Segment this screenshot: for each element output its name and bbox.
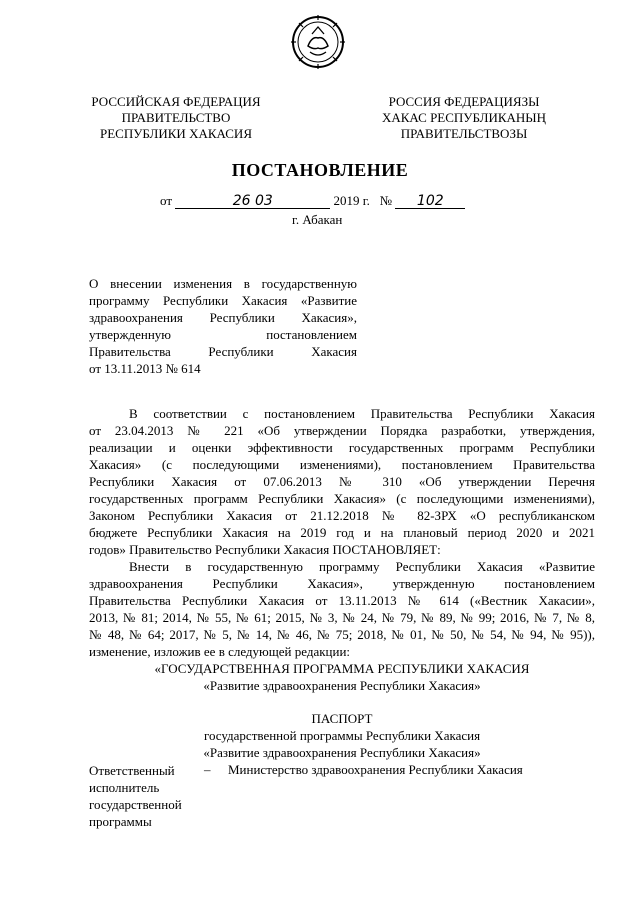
body-line: № 48, № 64; 2017, № 5, № 14, № 46, № 75; 2018, № 01, № 50, № 54, № 94, № 95)), xyxy=(89,627,595,642)
field-label xyxy=(89,762,199,830)
body-line: годов» Правительство Республики Хакасия ПОСТАНОВЛЯЕТ: xyxy=(89,542,441,557)
header-right-line: ПРАВИТЕЛЬСТВОЗЫ xyxy=(400,126,528,141)
passport-line: «Развитие здравоохранения Республики Хакасия» xyxy=(203,745,481,760)
number-sign: № xyxy=(379,193,393,208)
body-line: изменение, изложив ее в следующей редакции: xyxy=(89,644,351,659)
body-line: Внести в государственную программу Республики Хакасия «Развитие xyxy=(129,559,595,574)
body-line: Республики Хакасия от 07.06.2013 № 310 «Об утверждении Перечня xyxy=(89,474,595,489)
field-label-line: Ответственный xyxy=(89,763,175,778)
handwritten-date: 26 03 xyxy=(175,194,330,209)
subject-line: от 13.11.2013 № 614 xyxy=(89,361,201,376)
coat-of-arms-emblem xyxy=(290,14,346,70)
body-line: от 23.04.2013 № 221 «Об утверждении Порядка разработки, утверждения, xyxy=(89,423,595,438)
header-right-line: ХАКАС РЕСПУБЛИКАНЫҢ xyxy=(381,110,547,125)
header-left-line: ПРАВИТЕЛЬСТВО xyxy=(121,110,231,125)
subject-line: О внесении изменения в государственную xyxy=(89,276,357,291)
subject-line: утвержденную постановлением xyxy=(89,327,357,342)
body-line: 2013, № 81; 2014, № 55, № 61; 2015, № 3, № 24, № 79, № 89, № 99; 2016, № 7, № 8, xyxy=(89,610,595,625)
handwritten-number: 102 xyxy=(395,194,465,209)
header-left-block xyxy=(60,94,292,142)
header-left-line: РЕСПУБЛИКИ ХАКАСИЯ xyxy=(99,126,252,141)
body-line: Законом Республики Хакасия от 21.12.2018 № 82-ЗРХ «О республиканском xyxy=(89,508,595,523)
subject-block xyxy=(89,275,357,377)
header-right-line: РОССИЯ ФЕДЕРАЦИЯЗЫ xyxy=(388,94,540,109)
program-subtitle: «Развитие здравоохранения Республики Хакасия» xyxy=(203,678,481,693)
passport-heading: ПАСПОРТ xyxy=(311,711,373,726)
subject-line: здравоохранения Республики Хакасия», xyxy=(89,310,357,325)
body-line: бюджете Республики Хакасия на 2019 год и на плановый период 2020 и 2021 xyxy=(89,525,595,540)
body-line: государственных программ Республики Хакасия» (с последующими изменениями), xyxy=(89,491,595,506)
field-label-line: исполнитель xyxy=(89,780,160,795)
city: г. Абакан xyxy=(292,212,343,227)
subject-line: Правительства Республики Хакасия xyxy=(89,344,357,359)
body-line: здравоохранения Республики Хакасия», утвержденную постановлением xyxy=(89,576,595,591)
field-dash: – xyxy=(204,762,211,777)
header-left-line: РОССИЙСКАЯ ФЕДЕРАЦИЯ xyxy=(91,94,261,109)
header-right-block xyxy=(352,94,576,142)
body-line: Хакасия» (с последующими изменениями), постановлением Правительства xyxy=(89,457,595,472)
document-title: ПОСТАНОВЛЕНИЕ xyxy=(231,160,409,180)
date-year: 2019 г. xyxy=(333,193,370,208)
date-number-line xyxy=(160,193,465,209)
field-label-line: программы xyxy=(89,814,152,829)
field-value: Министерство здравоохранения Республики Хакасия xyxy=(228,762,523,777)
body-line: Правительства Республики Хакасия от 13.11.2013 № 614 («Вестник Хакасии», xyxy=(89,593,595,608)
passport-line: государственной программы Республики Хакасия xyxy=(203,728,481,743)
program-title: «ГОСУДАРСТВЕННАЯ ПРОГРАММА РЕСПУБЛИКИ ХАКАСИЯ xyxy=(154,661,530,676)
body-line: реализации и оценки эффективности государственных программ Республики xyxy=(89,440,595,455)
subject-line: программу Республики Хакасия «Развитие xyxy=(89,293,357,308)
date-prefix: от xyxy=(160,193,173,208)
body-line: В соответствии с постановлением Правительства Республики Хакасия xyxy=(129,406,595,421)
body-text xyxy=(89,405,595,761)
field-label-line: государственной xyxy=(89,797,182,812)
